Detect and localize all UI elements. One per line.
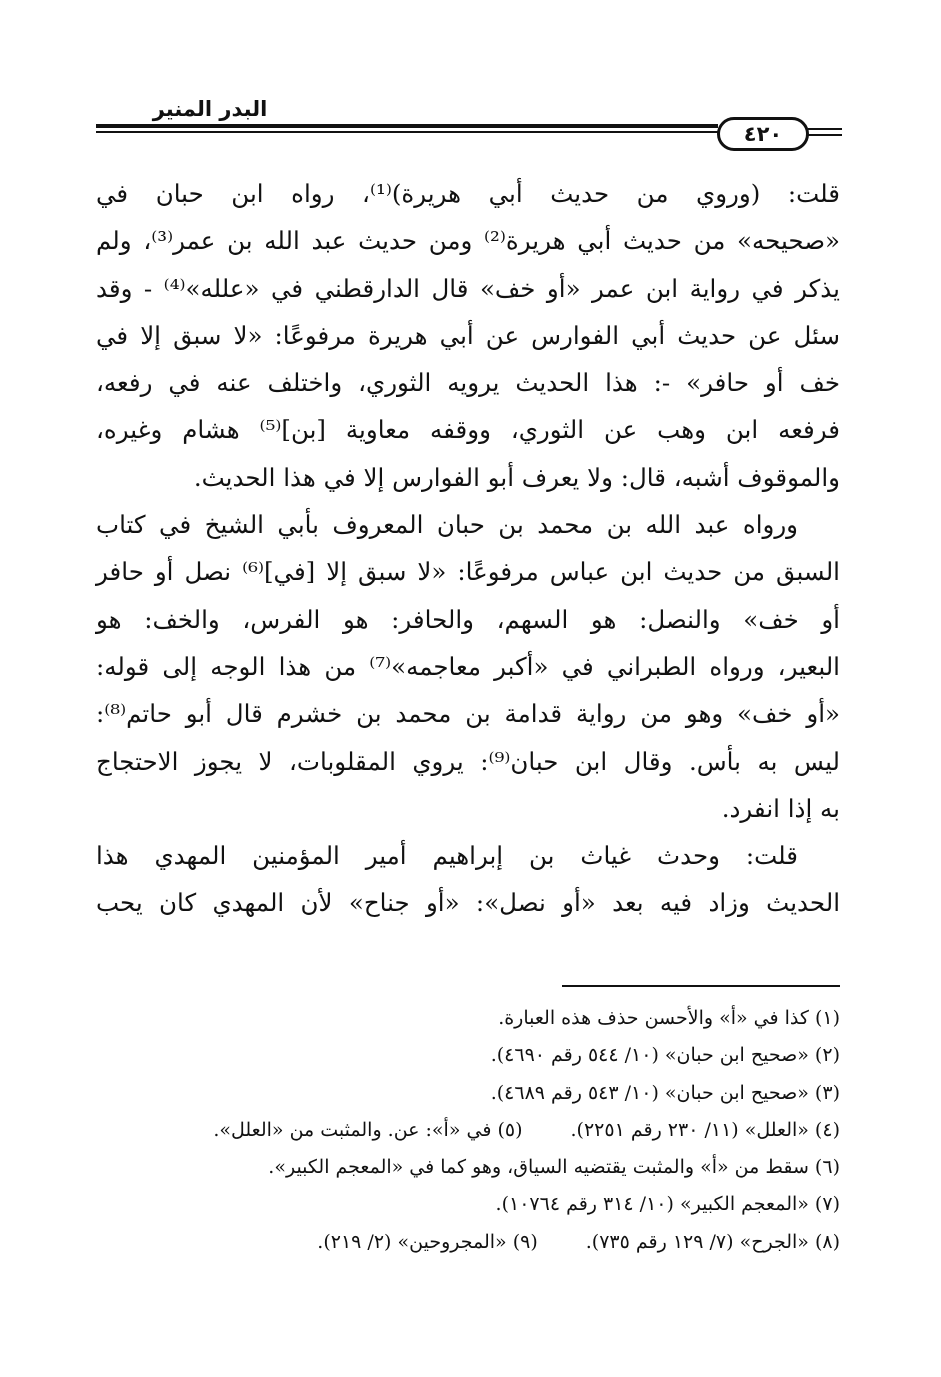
text-line: ليس به بأس. وقال ابن حبان⁽⁹⁾: يروي المقلوبات، لا يجوز الاحتجاج xyxy=(96,746,840,776)
footnote: (٢) «صحيح ابن حبان» (١٠/ ٥٤٤ رقم ٤٦٩٠). xyxy=(490,1044,840,1067)
footnote-line xyxy=(96,1075,840,1112)
footnote: (٧) «المعجم الكبير» (١٠/ ٣١٤ رقم ١٠٧٦٤). xyxy=(495,1193,840,1216)
footnote: (٥) في «أ»: عن. والمثبت من «العلل». xyxy=(213,1118,523,1141)
footnote: (٩) «المجروحين» (٢/ ٢١٩). xyxy=(317,1230,538,1253)
text-line: خف أو حافر» -: هذا الحديث يرويه الثوري، واختلف عنه في رفعه، xyxy=(96,368,840,398)
text-line: قلت: وحدث غياث بن إبراهيم أمير المؤمنين المهدي هذا xyxy=(96,841,798,871)
footnote-line xyxy=(96,1037,840,1074)
header-rule-thick xyxy=(96,124,718,128)
text-line: والموقوف أشبه، قال: ولا يعرف أبو الفوارس إلا في هذا الحديث. xyxy=(193,462,840,492)
text-line: سئل عن حديث أبي الفوارس عن أبي هريرة مرفوعًا: «لا سبق إلا في xyxy=(96,320,840,350)
header-rule-right-a xyxy=(808,128,842,130)
text-line: البعير، ورواه الطبراني في «أكبر معاجمه»⁽⁷⁾ من هذا الوجه إلى قوله: xyxy=(96,651,840,681)
footnote-line xyxy=(96,1000,840,1037)
text-line: يذكر في رواية ابن عمر «أو خف» قال الدارقطني في «علله»⁽⁴⁾ - وقد xyxy=(96,273,840,303)
footnote: (٦) سقط من «أ» والمثبت يقتضيه السياق، وهو كما في «المعجم الكبير». xyxy=(268,1156,840,1179)
text-line: فرفعه ابن وهب عن الثوري، ووقفه معاوية [بن]⁽⁵⁾ هشام وغيره، xyxy=(96,415,840,445)
main-text xyxy=(96,170,840,927)
footnote-line xyxy=(96,1149,840,1186)
footnote: (٤) «العلل» (١١/ ٢٣٠ رقم ٢٢٥١). xyxy=(570,1118,840,1141)
header-rule-thin xyxy=(96,131,718,133)
text-line: الحديث وزاد فيه بعد «أو نصل»: «أو جناح» لأن المهدي كان يحب xyxy=(96,888,840,918)
footnote-line xyxy=(96,1224,840,1261)
footnote-line xyxy=(96,1112,840,1149)
footnotes xyxy=(96,1000,840,1261)
text-line: «أو خف» وهو من رواية قدامة بن محمد بن خشرم قال أبو حاتم⁽⁸⁾: xyxy=(96,699,840,729)
footnote: (٨) «الجرح» (٧/ ١٢٩ رقم ٧٣٥). xyxy=(585,1230,840,1253)
footnote-line xyxy=(96,1186,840,1223)
text-line: «صحيحه» من حديث أبي هريرة⁽²⁾ ومن حديث عبد الله بن عمر⁽³⁾، ولم xyxy=(96,226,840,256)
text-line: به إذا انفرد. xyxy=(721,793,840,823)
text-line: قلت: (وروي من حديث أبي هريرة)⁽¹⁾، رواه ابن حبان في xyxy=(96,179,840,208)
footnote: (١) كذا في «أ» والأحسن حذف هذه العبارة. xyxy=(498,1007,840,1029)
text-line: ورواه عبد الله بن محمد بن حبان المعروف بأبي الشيخ في كتاب xyxy=(96,510,798,540)
text-line: أو خف» والنصل: هو السهم، والحافر: هو الفرس، والخف: هو xyxy=(96,604,840,634)
page-number-badge: ٤٢٠ xyxy=(717,117,809,151)
running-head-title: البدر المنير xyxy=(152,97,268,121)
footnote-separator xyxy=(562,985,840,987)
header-rule-right-b xyxy=(808,134,842,136)
text-line: السبق من حديث ابن عباس مرفوعًا: «لا سبق إلا [في]⁽⁶⁾ نصل أو حافر xyxy=(96,557,840,587)
footnote: (٣) «صحيح ابن حبان» (١٠/ ٥٤٣ رقم ٤٦٨٩). xyxy=(490,1081,840,1104)
